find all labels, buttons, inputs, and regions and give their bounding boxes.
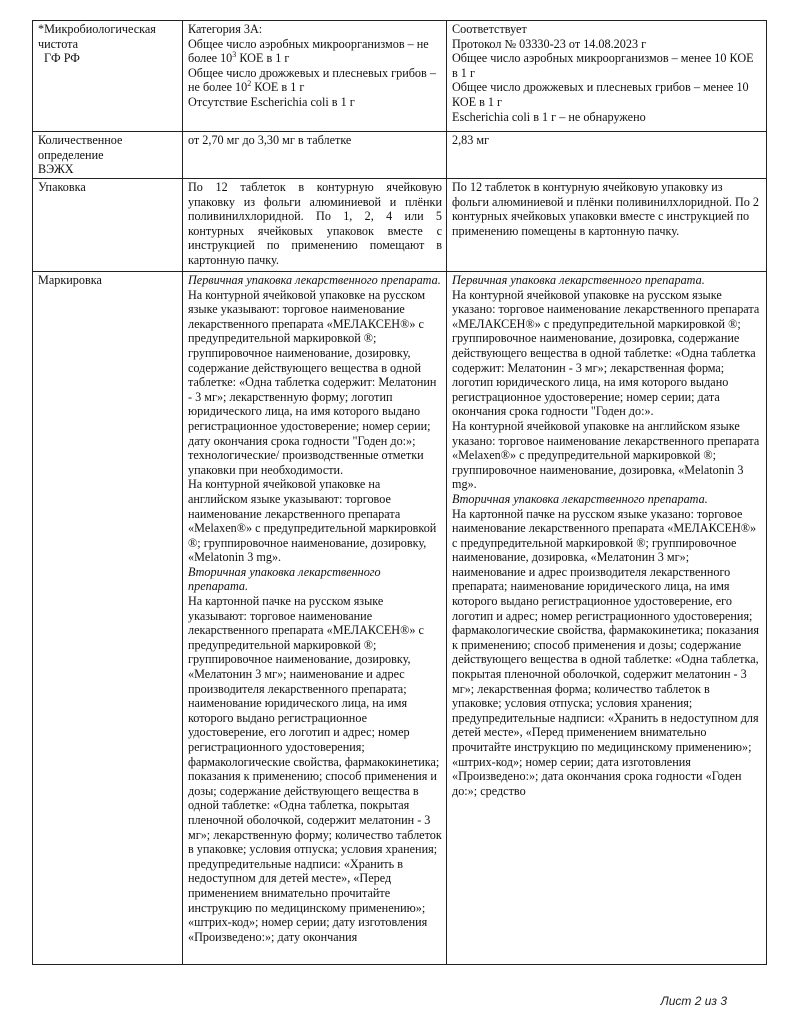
section-heading: Вторичная упаковка лекарственного препарата. <box>452 491 708 506</box>
section-heading: Вторичная упаковка лекарственного препарата. <box>188 564 381 594</box>
row-label: *Микробиологическая <box>38 22 156 36</box>
result-cell <box>447 132 767 179</box>
result-cell <box>447 21 767 132</box>
result-text: На контурной ячейковой упаковке на русском языке указано: торговое наименование лекарственного препарата «МЕЛАКСЕН®» с предупредительной маркировкой ®; группировочное наименование, дозировка, содержание действующего вещества в одной таблетке: «Одна таблетка содержит: Мелатонин - 3 мг»; лекарственная форма; логотип юридического лица, на имя которого выдано регистрационное удостоверение; номер серии; дата окончания срока годности "Годен до:». <box>452 287 760 419</box>
table-row-labeling <box>33 272 767 965</box>
requirement-text: Отсутствие Escherichia coli в 1 г <box>188 94 355 109</box>
requirement-text: от 2,70 мг до 3,30 мг в таблетке <box>188 133 352 147</box>
section-heading: Первичная упаковка лекарственного препарата. <box>188 273 441 287</box>
row-label: определение <box>38 147 104 162</box>
row-label: чистота <box>38 36 79 51</box>
table-row-assay <box>33 132 767 179</box>
result-text: Escherichia coli в 1 г – не обнаружено <box>452 109 646 124</box>
result-text: Протокол № 03330-23 от 14.08.2023 г <box>452 36 647 51</box>
requirement-text: Категория 3А: <box>188 22 263 36</box>
row-label-cell <box>33 272 183 965</box>
requirement-text: По 12 таблеток в контурную ячейковую упаковку из фольги алюминиевой и плёнки поливинилхлоридной. По 1, 2, 4 или 5 контурных ячейковых упаковок вместе с инструкцией по применению помещают в картонную пачку. <box>188 180 442 267</box>
requirement-text: На контурной ячейковой упаковке на английском языке указывают: торговое наименование лекарственного препарата «Melaxen®» с предупредительной маркировкой ®; группировочное наименование, дозировку, «Melatonin 3 mg». <box>188 477 437 565</box>
result-text: По 12 таблеток в контурную ячейковую упаковку из фольги алюминиевой и плёнки поливинилхлоридной. По 2 контурных ячейковых упаковки вместе с инструкцией по применению помещены в картонную пачку. <box>452 180 760 238</box>
page-number: Лист 2 из 3 <box>660 994 727 1008</box>
result-cell <box>447 179 767 272</box>
result-text: 2,83 мг <box>452 133 490 147</box>
requirement-cell <box>183 272 447 965</box>
result-text: Общее число дрожжевых и плесневых грибов – менее 10 КОЕ в 1 г <box>452 80 749 109</box>
requirement-text: Общее число аэробных микроорганизмов – не более $10^3$ КОЕ в 1 г <box>188 36 429 66</box>
requirement-text: На контурной ячейковой упаковке на русском языке указывают: торговое наименование лекарственного препарата «МЕЛАКСЕН®» с предупредительной маркировкой ®; группировочное наименование, дозировку, содержание действующего вещества в одной таблетке: «Одна таблетка содержит: Мелатонин - 3 мг»; лекарственную форму; логотип юридического лица, на имя которого выдано регистрационное удостоверение; номер серии; дату окончания срока годности "Годен до:»; технологические/ производственные отметки упаковки при необходимости. <box>188 287 437 477</box>
row-label-cell <box>33 21 183 132</box>
requirement-cell <box>183 21 447 132</box>
result-text: На контурной ячейковой упаковке на английском языке указано: торговое наименование лекарственного препарата «Melaxen®» с предупредительной маркировкой ®; группировочное наименование, дозировка, «Melatonin 3 mg». <box>452 418 760 492</box>
requirement-text: На картонной пачке на русском языке указывают: торговое наименование лекарственного препарата «МЕЛАКСЕН®» с предупредительной маркировкой ®; группировочное наименование, дозировку, «Мелатонин 3 мг»; наименование и адрес производителя лекарственного препарата; наименование юридического лица, на имя которого выдано регистрационное удостоверение, его логотип и адрес; номер регистрационного удостоверения; фармакологические свойства, фармакокинетика; показания к применению; способ применения и дозы; содержание действующего вещества в одной таблетке: «Одна таблетка, покрытая пленочной оболочкой, содержит мелатонин - 3 мг»; лекарственную форму; количество таблеток в упаковке; условия отпуска; условия хранения; предупредительные надписи: «Хранить в недоступном для детей месте», «Перед применением внимательно прочитайте инструкцию по медицинскому применению»; «штрих-код»; номер серии; дату изготовления «Произведено:»; дату окончания <box>188 594 442 944</box>
requirement-text: Общее число дрожжевых и плесневых грибов – не более $10^2$ КОЕ в 1 г <box>188 65 436 95</box>
result-text: Общее число аэробных микроорганизмов – менее 10 КОЕ в 1 г <box>452 51 754 80</box>
row-label: ГФ РФ <box>44 51 80 66</box>
row-label-cell <box>33 179 183 272</box>
result-text: На картонной пачке на русском языке указано: торговое наименование лекарственного препарата «МЕЛАКСЕН®» с предупредительной маркировкой ®; группировочное наименование, дозировка, «Мелатонин 3 мг»; наименование и адрес производителя лекарственного препарата; наименование юридического лица, на имя которого выдано регистрационное удостоверение, его логотип и адрес; номер регистрационного удостоверения; фармакологические свойства, фармакокинетика; показания к применению; способ применения и дозы; содержание действующего вещества в одной таблетке: «Одна таблетка, покрытая пленочной оболочкой, содержит мелатонин - 3 мг»; лекарственная форма; количество таблеток в упаковке; условия отпуска; условия хранения; предупредительные надписи: «Хранить в недоступном для детей месте», «Перед применением внимательно прочитайте инструкцию по медицинскому применению»; «штрих-код»; номер серии; дата изготовления «Произведено:»; дата окончания срока годности «Годен до:»; средство <box>452 506 759 798</box>
result-text: Соответствует <box>452 22 527 36</box>
table-row-microbiology <box>33 21 767 132</box>
table-row-packaging <box>33 179 767 272</box>
row-label-cell <box>33 132 183 179</box>
requirement-cell <box>183 179 447 272</box>
row-label: Маркировка <box>38 273 102 287</box>
row-label: Упаковка <box>38 180 86 194</box>
row-label: Количественное <box>38 133 123 147</box>
result-cell <box>447 272 767 965</box>
specification-table <box>32 20 767 965</box>
row-label: ВЭЖХ <box>38 162 74 177</box>
section-heading: Первичная упаковка лекарственного препарата. <box>452 273 705 287</box>
requirement-cell <box>183 132 447 179</box>
